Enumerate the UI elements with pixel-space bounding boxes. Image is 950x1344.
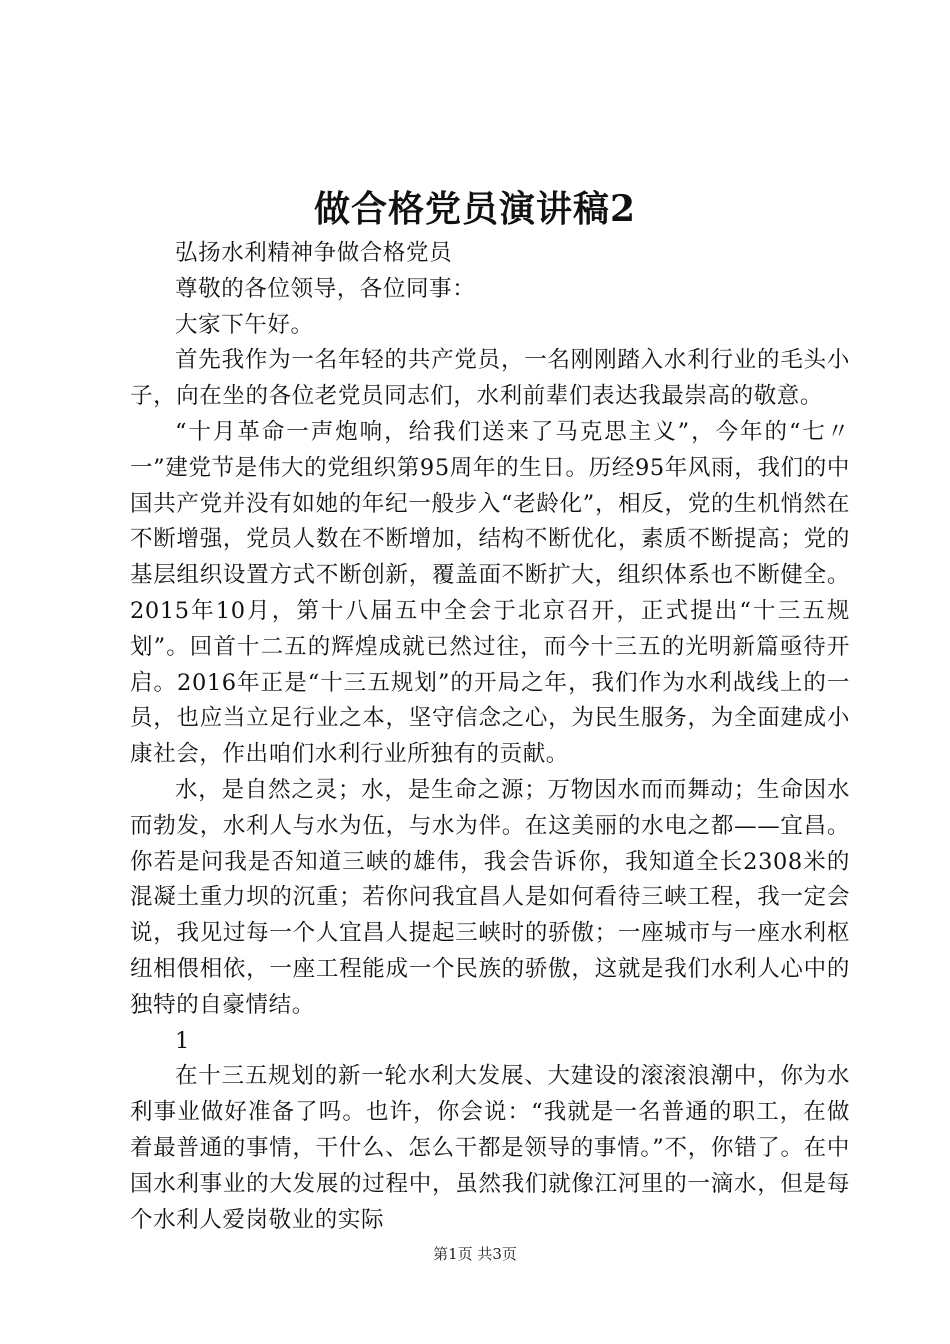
document-title: 做合格党员演讲稿2 xyxy=(313,188,637,230)
inline-page-number: 1 xyxy=(175,1027,190,1054)
greeting-paragraph: 大家下午好。 xyxy=(175,311,314,338)
body-paragraph: 在十三五规划的新一轮水利大发展、大建设的滚滚浪潮中，你为水利事业做好准备了吗。也许，你会说：“我就是一名普通的职工，在做着最普通的事情，干什么、怎么干都是领导的事情。”不，你错了。在中国水利事业的大发展的过程中，虽然我们就像江河里的一滴水，但是每个水利人爱岗敬业的实际 xyxy=(130,1063,850,1233)
body-paragraph: “十月革命一声炮响，给我们送来了马克思主义”，今年的“七〃一”建党节是伟大的党组织第95周年的生日。历经95年风雨，我们的中国共产党并没有如她的年纪一般步入“老龄化”，相反，党的生机悄然在不断增强，党员人数在不断增加，结构不断优化，素质不断提高；党的基层组织设置方式不断创新，覆盖面不断扩大，组织体系也不断健全。2015年10月，第十八届五中全会于北京召开，正式提出“十三五规划”。回首十二五的辉煌成就已然过往，而今十三五的光明新篇亟待开启。2016年正是“十三五规划”的开局之年，我们作为水利战线上的一员，也应当立足行业之本，坚守信念之心，为民生服务，为全面建成小康社会，作出咱们水利行业所独有的贡献。 xyxy=(130,418,850,768)
subtitle-paragraph: 弘扬水利精神争做合格党员 xyxy=(175,240,453,266)
body-paragraph: 水，是自然之灵；水，是生命之源；万物因水而而舞动；生命因水而勃发，水利人与水为伍，与水为伴。在这美丽的水电之都——宜昌。你若是问我是否知道三峡的雄伟，我会告诉你，我知道全长2308米的混凝土重力坝的沉重；若你问我宜昌人是如何看待三峡工程，我一定会说，我见过每一个人宜昌人提起三峡时的骄傲；一座城市与一座水利枢纽相偎相依，一座工程能成一个民族的骄傲，这就是我们水利人心中的独特的自豪情结。 xyxy=(130,776,850,1018)
document-body xyxy=(130,236,850,1238)
salutation-paragraph: 尊敬的各位领导，各位同事： xyxy=(175,275,476,302)
page-footer: 第1页 共3页 xyxy=(433,1245,517,1263)
body-paragraph: 首先我作为一名年轻的共产党员，一名刚刚踏入水利行业的毛头小子，向在坐的各位老党员同志们，水利前辈们表达我最崇高的敬意。 xyxy=(130,347,850,410)
